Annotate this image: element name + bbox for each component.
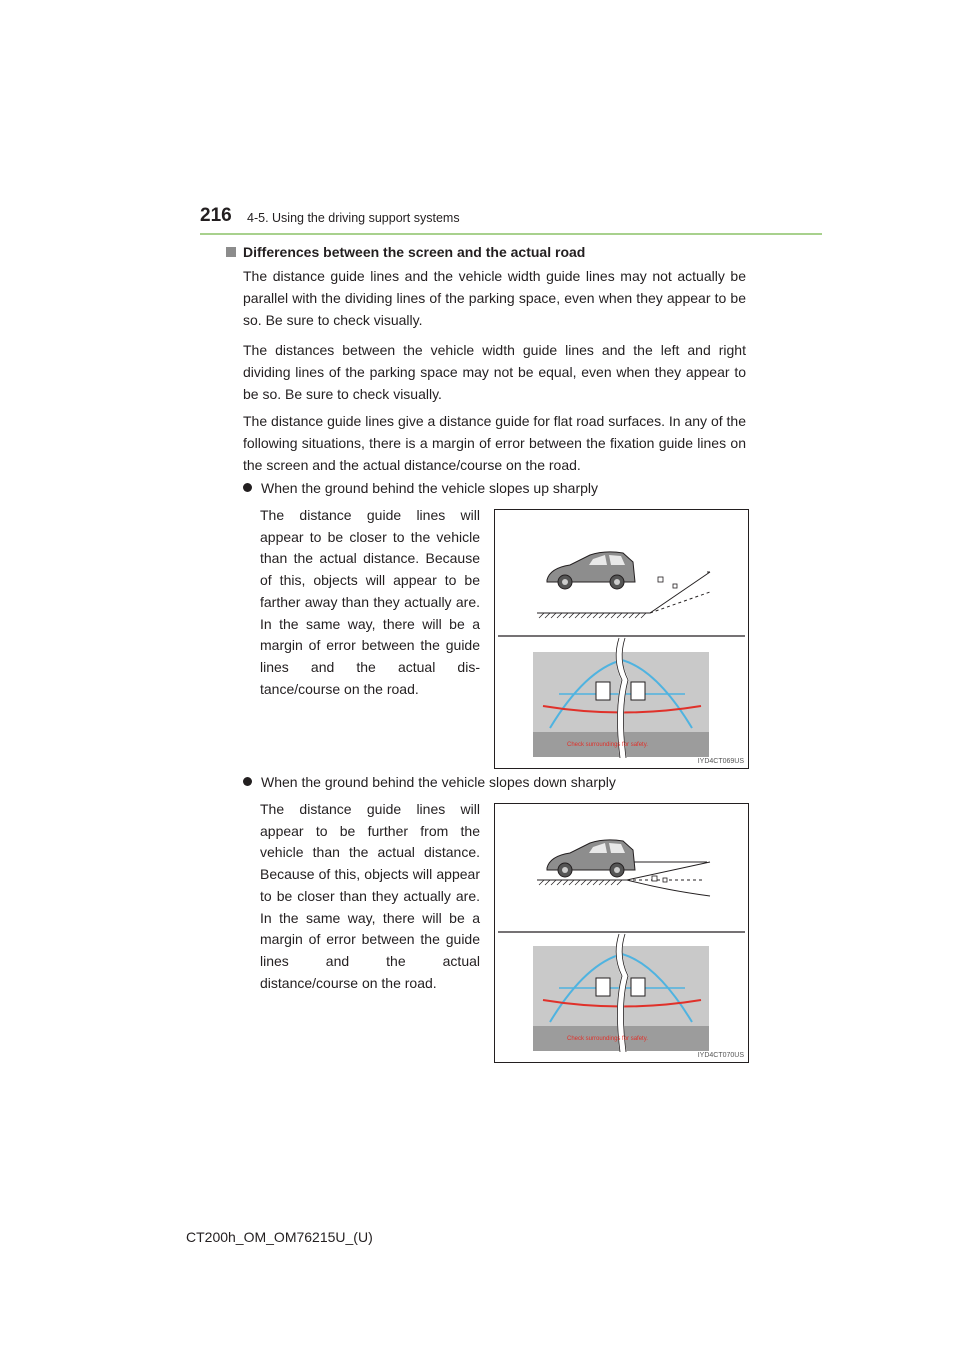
square-bullet-icon <box>226 247 236 257</box>
figure-code: IYD4CT070US <box>697 1052 744 1059</box>
bullet-item-slope-down <box>243 771 616 793</box>
paragraph-3: The distance guide lines give a distance guide for flat road surfaces. In any of the following situations, there is a margin of error between the fixation guide lines on the screen and the actual distance/course on the road. <box>243 413 746 473</box>
figure-screen-caption: Check surroundings for safety. <box>567 742 648 748</box>
bullet-text: When the ground behind the vehicle slopes down sharply <box>261 774 616 790</box>
bullet-dot-icon <box>243 483 252 492</box>
figure-screen-caption: Check surroundings for safety. <box>567 1036 648 1042</box>
section-heading <box>226 244 585 260</box>
paragraph-1: The distance guide lines and the vehicle width guide lines may not actually be parallel with the dividing lines of the parking space, even when they appear to be so. Be sure to check visually. <box>243 268 746 328</box>
section-title: 4-5. Using the driving support systems <box>247 211 460 225</box>
figure-illustration-slope-down <box>495 804 750 1064</box>
case-description-slope-down: The distance guide lines will appear to be further from the vehicle than the actual distance. Because of this, objects will appear to be closer than they actually are. In the same way, there will be a margin of error between the guide lines and the actual distance/course on the road. <box>260 801 480 991</box>
figure-slope-down <box>494 803 749 1063</box>
bullet-text: When the ground behind the vehicle slopes up sharply <box>261 480 598 496</box>
figure-code: IYD4CT069US <box>697 758 744 765</box>
bullet-item-slope-up <box>243 477 598 499</box>
case-description-slope-up: The distance guide lines will appear to be closer to the vehicle than the actual distance. Because of this, objects will appear to be farther away than they actually are. In the same way, there will be a margin of error between the guide lines and the actual dis-tance/course on the road. <box>260 507 480 697</box>
bullet-dot-icon <box>243 777 252 786</box>
figure-illustration-slope-up <box>495 510 750 770</box>
document-code: CT200h_OM_OM76215U_(U) <box>186 1229 373 1245</box>
paragraph-2: The distances between the vehicle width guide lines and the left and right dividing lines of the parking space may not be equal, even when they appear to be so. Be sure to check visually. <box>243 342 746 402</box>
page-number: 216 <box>200 205 232 226</box>
section-heading-text: Differences between the screen and the actual road <box>243 244 586 260</box>
figure-slope-up <box>494 509 749 769</box>
header-divider <box>200 233 822 235</box>
